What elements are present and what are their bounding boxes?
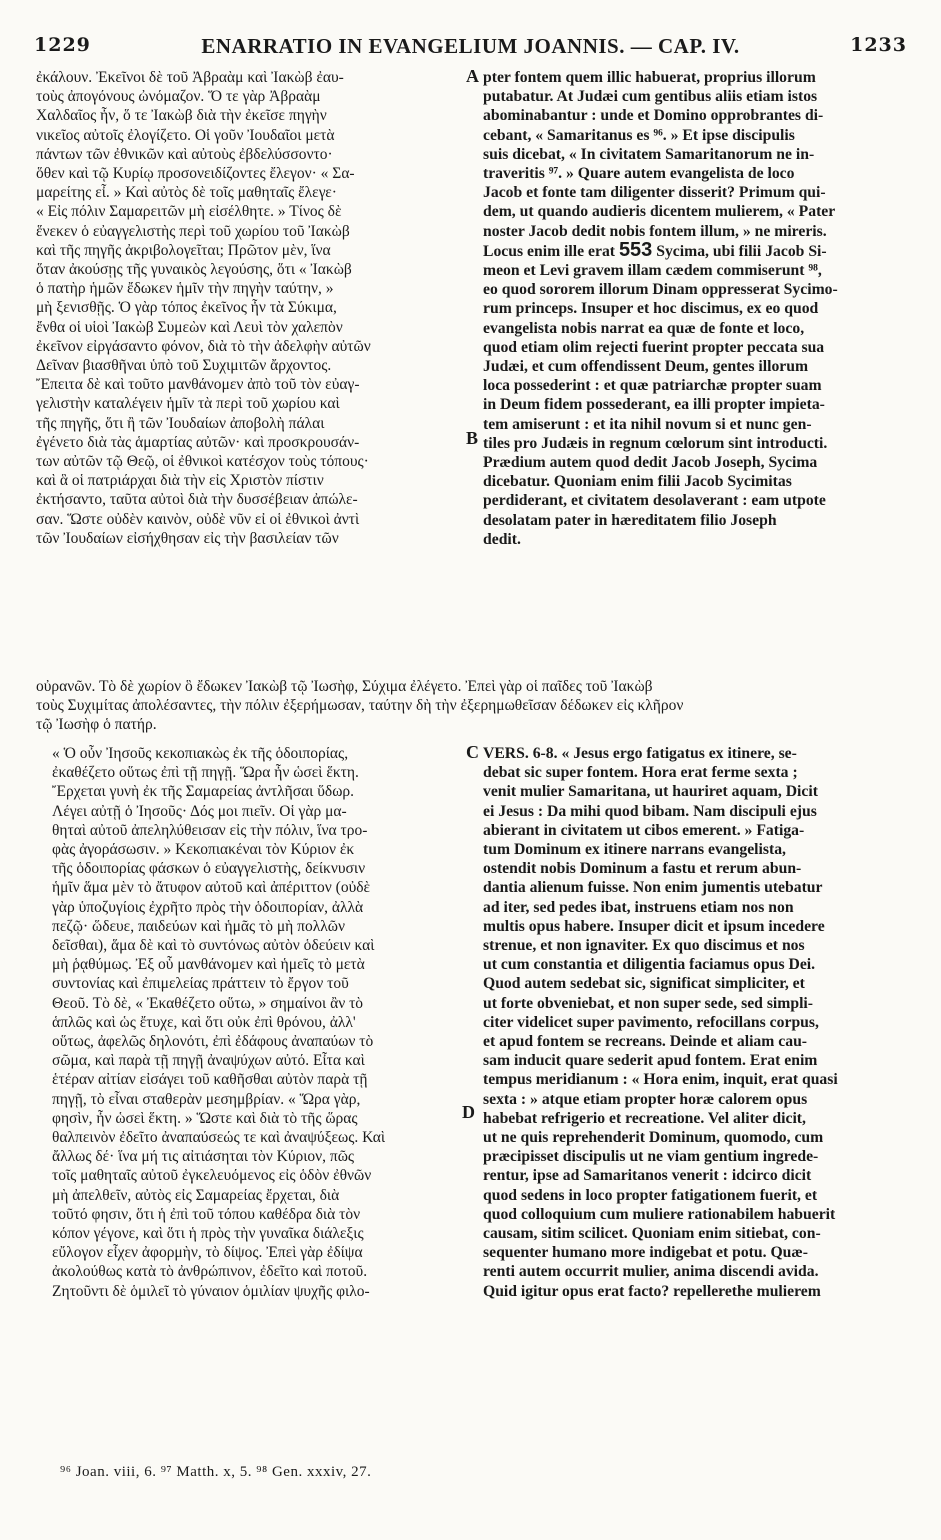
text-line: ut ne quis reprehenderit Dominum, quomodo, cum	[483, 1129, 824, 1147]
text-line: μαρείτης εἶ. » Καὶ αὐτὸς δὲ τοῖς μαθηταῖς ἔλεγε·	[36, 184, 337, 202]
text-line: quod sedens in loco propter fatigationem fuerit, et	[483, 1186, 818, 1204]
text-line: οὐρανῶν. Τὸ δὲ χωρίον ὃ ἔδωκεν Ἰακὼβ τῷ Ἰωσὴφ, Σύχιμα ἐλέγετο. Ἐπεὶ γὰρ οἱ παῖδες τοῦ Ἰακὼβ	[36, 678, 653, 695]
text-line: Ἔπειτα δὲ καὶ τοῦτο μανθάνομεν ἀπὸ τοῦ τὸν εὐαγ-	[36, 376, 360, 394]
text-line: τῆς πηγῆς, ὅτι ἢ τῶν Ἰουδαίων ἀποβολὴ πάλαι	[36, 414, 325, 432]
text-line: ὁ πατὴρ ἡμῶν ἔδωκεν ἡμῖν τὴν πηγὴν ταύτην, »	[36, 280, 334, 298]
text-line: ἀκολούθως κατὰ τὸ ἀνθρώπινον, ἐδεῖτο καὶ ποτοῦ.	[52, 1263, 368, 1281]
text-line: οὕτως, ἀφελῶς δηλονότι, ἐπὶ ἐδάφους ἀναπαύων τὸ	[52, 1033, 374, 1051]
text-line: ad iter, sed pedes ibat, instruens etiam nos non	[483, 898, 794, 916]
text-line: ἐγένετο διὰ τὰς ἁμαρτίας αὐτῶν· καὶ προσκρουσάν-	[36, 433, 360, 451]
text-line: præcipisset discipulis ut ne viam gentium ingrede-	[483, 1148, 819, 1166]
text-line: putabatur. At Judæi cum gentibus aliis etiam istos	[483, 88, 818, 106]
column-marker-c: C	[466, 742, 479, 762]
column-marker-b: B	[466, 428, 479, 448]
text-line: συντονίας καὶ ἐπιμελείας πράττειν τὸ ἔργον τοῦ	[52, 975, 349, 993]
text-line: et apud fontem se recreans. Deinde et aliam cau-	[483, 1033, 808, 1051]
text-line: τοὺς Συχιμίτας ἀπολέσαντες, τὴν πόλιν ἐξερήμωσαν, ταύτην δὴ τὴν ἐξερημωθεῖσαν δέδωκεν εἰς κλῆρον	[36, 697, 684, 715]
text-line: Δεῖναν βιασθῆναι ὑπὸ τοῦ Συχιμιτῶν ἄρχοντος.	[36, 357, 332, 375]
text-line: dem, ut quando audieris dicentem mulierem, « Pater	[483, 203, 836, 221]
text-line: Λέγει αὐτῇ ὁ Ἰησοῦς· Δός μοι πιεῖν. Οἱ γὰρ μα-	[52, 802, 347, 820]
text-line: καὶ ἃ οἱ πατριάρχαι διὰ τὴν εἰς Χριστὸν πίστιν	[36, 472, 324, 490]
text-line: τοῖς μαθηταῖς αὐτοῦ ἐγκελευόμενος εἰς ὁδὸν ἐθνῶν	[52, 1167, 372, 1185]
text-line: ἐκεῖνον εἰργάσαντο φόνον, διὰ τὸ τὴν ἀδελφὴν αὐτῶν	[36, 337, 371, 355]
text-line: tum Dominum ex itinere narrans evangelista,	[483, 841, 786, 859]
lower-latin-column	[483, 744, 907, 1301]
text-line: cebant, « Samaritanus es ⁹⁶. » Et ipse discipulis	[483, 126, 795, 144]
text-line: habebat refrigerio et recreatione. Vel aliter dicit,	[483, 1109, 806, 1127]
text-line: τῷ Ἰωσὴφ ὁ πατήρ.	[36, 716, 157, 734]
text-line: Quod autem sedebat sic, significat simpliciter, et	[483, 975, 805, 993]
text-line: debat sic super fontem. Hora erat ferme sexta ;	[483, 764, 798, 782]
text-line: ὅταν ἀκούσῃς τῆς γυναικὸς λεγούσης, ὅτι « Ἰακὼβ	[36, 261, 352, 279]
inline-page-number: 553	[618, 240, 653, 261]
text-line: abierant in civitatem ut cibos emerent. » Fatiga-	[483, 821, 805, 839]
text-line: multis opus habere. Insuper dicit et ipsum incedere	[483, 917, 825, 935]
text-line: quod colloquium cum muliere rationabilem habuerit	[483, 1205, 836, 1223]
text-line: quod etiam olim rejecti fuerint propter peccata sua	[483, 338, 825, 356]
text-line: citer videlicet super pavimento, refocillans corpus,	[483, 1013, 819, 1031]
text-line: ἐκτήσαντο, ταῦτα αὐτοὶ διὰ τὴν δυσσέβειαν ἀπώλε-	[36, 491, 358, 509]
full-width-greek-block	[36, 677, 906, 735]
text-line: sequenter humano more indigebat et potu. Quæ-	[483, 1244, 808, 1262]
text-line: ὅθεν καὶ τῷ Κυρίῳ προσονειδίζοντες ἔλεγον· « Σα-	[36, 165, 355, 183]
text-line: ἐκάλουν. Ἐκεῖνοι δὲ τοῦ Ἀβραὰμ καὶ Ἰακὼβ ἐαυ-	[36, 69, 344, 86]
text-line: φησὶν, ἦν ὡσεὶ ἕκτη. » Ὥστε καὶ διὰ τὸ τῆς ὥρας	[52, 1109, 358, 1127]
text-line: meon et Levi gravem illam cædem commiserunt ⁹⁸,	[483, 262, 822, 280]
text-line: ostendit nobis Dominum a fastu et rerum abun-	[483, 860, 802, 878]
upper-greek-column	[36, 68, 468, 548]
text-line: in Deum fidem possederant, ea illi propter impieta-	[483, 396, 825, 414]
page-header	[34, 34, 907, 64]
text-line: μὴ ῥᾳθύμως. Ἐξ οὗ μανθάνομεν καὶ ἡμεῖς τὸ μετὰ	[52, 956, 365, 974]
text-line: Judæi, et cum offendissent Deum, gentes illorum	[483, 358, 809, 376]
text-line: εὔλογον εἶχεν ἀφορμὴν, τὸ δίψος. Ἐπεὶ γὰρ ἐδίψα	[52, 1244, 363, 1262]
text-line: Locus enim ille erat 553 Sycima, ubi filii Jacob Si-	[483, 240, 827, 261]
text-line: desolatam pater in hæreditatem filio Joseph	[483, 511, 777, 529]
column-marker-d: D	[462, 1102, 475, 1122]
text-line: Ζητοῦντι δὲ ὁμιλεῖ τὸ γύναιον ὁμιλίαν ψυχῆς φιλο-	[52, 1282, 370, 1300]
text-line: « Εἰς πόλιν Σαμαρειτῶν μὴ εἰσέλθητε. » Τίνος δὲ	[36, 203, 342, 221]
text-line: ut forte obveniebat, et non super sede, sed simpli-	[483, 994, 814, 1012]
upper-latin-column	[483, 68, 907, 549]
text-line: strenue, et non ignaviter. Ex quo discimus et nos	[483, 937, 805, 955]
text-line: πεζῷ· ὥδευε, παιδεύων καὶ ἡμᾶς τὸ μὴ πολλῶν	[52, 917, 345, 935]
text-line: πάντων τῶν ἐθνικῶν καὶ αὐτοὺς ἐβδελύσσοντο·	[36, 145, 333, 163]
text-line: μὴ ξενισθῇς. Ὁ γὰρ τόπος ἐκεῖνος ἦν τὰ Σύκιμα,	[36, 299, 337, 317]
text-line: ei Jesus : Da mihi quod bibam. Nam discipuli ejus	[483, 802, 817, 820]
text-line: δεῖσθαι), ἅμα δὲ καὶ τὸ συντόνως αὐτὸν ὁδεύειν καὶ	[52, 937, 375, 955]
text-line: ἡμῖν ἅμα μὲν τὸ ἄτυφον αὐτοῦ καὶ ἀπέριττον (οὐδὲ	[52, 879, 371, 897]
text-line: ἁπλῶς καὶ ὡς ἔτυχε, καὶ ὅτι οὐκ ἐπὶ θρόνου, ἀλλ'	[52, 1013, 356, 1031]
text-line: pter fontem quem illic habuerat, proprius illorum	[483, 69, 816, 86]
text-line: rum princeps. Insuper et hoc discimus, ex eo quod	[483, 300, 819, 318]
text-line: καὶ τῆς πηγῆς ἀκριβολογεῖται; Πρῶτον μὲν, ἵνα	[36, 241, 331, 259]
text-line: ἄλλως δέ· ἵνα μή τις αἰτιάσηται τὸν Κύριον, πῶς	[52, 1148, 355, 1166]
text-line: ἑτέραν αἰτίαν εἰσάγει τοῦ καθῆσθαι αὐτὸν παρὰ τῇ	[52, 1071, 368, 1089]
page-number-right: 1233	[850, 34, 907, 56]
text-line: suis dicebat, « In civitatem Samaritanorum ne in-	[483, 145, 815, 163]
text-line: tem amiserunt : et ita nihil novum si et nunc gen-	[483, 415, 812, 433]
text-line: venit mulier Samaritana, ut hauriret aquam, Dicit	[483, 783, 818, 801]
text-line: Prædium autem quod dedit Jacob Joseph, Sycima	[483, 454, 818, 472]
text-line: causam, sitim scilicet. Quoniam enim sitiebat, con-	[483, 1225, 821, 1243]
footnotes: ⁹⁶ Joan. viii, 6. ⁹⁷ Matth. x, 5. ⁹⁸ Gen. xxxiv, 27.	[60, 1464, 372, 1480]
text-line: τῶν Ἰουδαίων εἰσήχθησαν εἰς τὴν βασιλείαν τῶν	[36, 529, 339, 547]
text-line: traveritis ⁹⁷. » Quare autem evangelista de loco	[483, 165, 795, 183]
text-line: perdiderant, et civitatem desolaverant : eam utpote	[483, 492, 826, 510]
text-line: dantia alienum fuisse. Non enim jumentis utebatur	[483, 879, 823, 897]
text-line: dicebatur. Quoniam enim filii Jacob Sycimitas	[483, 473, 792, 491]
text-line: Θεοῦ. Τὸ δὲ, « Ἐκαθέζετο οὕτω, » σημαίνοι ἂν τὸ	[52, 994, 364, 1012]
text-line: rentur, ipse ad Samaritanos venerit : idcirco dicit	[483, 1167, 812, 1185]
lower-greek-column	[52, 744, 466, 1301]
text-line: « Ὁ οὖν Ἰησοῦς κεκοπιακὼς ἐκ τῆς ὁδοιπορίας,	[52, 745, 349, 762]
text-line: sam inducit quare sederit apud fontem. Erat enim	[483, 1052, 818, 1070]
text-line: tiles pro Judæis in regnum cœlorum sint introducti.	[483, 434, 828, 452]
text-line: θηταὶ αὐτοῦ ἀπεληλύθεισαν εἰς τὴν πόλιν, ἵνα τρο-	[52, 821, 368, 839]
text-line: ἔνθα οἱ υἱοὶ Ἰακὼβ Συμεὼν καὶ Λευὶ τὸν χαλεπὸν	[36, 318, 343, 336]
text-line: φὰς ἀγοράσωσιν. » Κεκοπιακέναι τὸν Κύριον ἐκ	[52, 841, 355, 859]
text-line: VERS. 6-8. « Jesus ergo fatigatus ex itinere, se-	[483, 745, 797, 762]
text-line: μὴ ἀπελθεῖν, αὐτὸς εἰς Σαμαρείας ἔρχεται, διὰ	[52, 1186, 340, 1204]
text-line: dedit.	[483, 530, 521, 548]
text-line: Quid igitur opus erat facto? repellerethe mulierem	[483, 1282, 821, 1300]
text-line: evangelista nobis narrat ea quæ de fonte et loco,	[483, 319, 805, 337]
text-line: τοὺς ἀπογόνους ὠνόμαζον. Ὅ τε γὰρ Ἀβραὰμ	[36, 88, 321, 106]
text-line: τῆς ὁδοιπορίας φάσκων ὁ εὐαγγελιστὴς, δείκνυσιν	[52, 860, 366, 878]
page-number-left: 1229	[34, 34, 91, 56]
text-line: renti autem occurrit mulier, anima discendi avida.	[483, 1263, 819, 1281]
text-line: των αὐτῶν τῷ Θεῷ, οἱ ἐθνικοὶ κατέσχον τοὺς τόπους·	[36, 453, 369, 471]
text-line: tempus meridianum : « Hora enim, inquit, erat quasi	[483, 1071, 838, 1089]
text-line: γὰρ ὑποζυγίοις ἐχρῆτο πρὸς τὴν ὁδοιπορίαν, ἀλλὰ	[52, 898, 364, 916]
text-line: θαλπεινὸν ἐδεῖτο ἀναπαύσεώς τε καὶ ἀναψύξεως. Καὶ	[52, 1129, 386, 1147]
text-line: noster Jacob dedit nobis fontem illum, » ne mireris.	[483, 222, 827, 240]
text-line: Ἔρχεται γυνὴ ἐκ τῆς Σαμαρείας ἀντλῆσαι ὕδωρ.	[52, 783, 355, 801]
text-line: ut cum constantia et diligentia faciamus opus Dei.	[483, 956, 816, 974]
text-line: σῶμα, καὶ παρὰ τῇ πηγῇ ἀναψύχων αὐτό. Εἶτα καὶ	[52, 1052, 365, 1070]
text-line: πηγῇ, τὸ εἶναι σταθερὰν μεσημβρίαν. « Ὥρα γὰρ,	[52, 1090, 361, 1108]
text-line: νικεῖος αὐτοῖς ἐλογίζετο. Οἱ γοῦν Ἰουδαῖοι μετὰ	[36, 126, 335, 144]
text-line: ἐκαθέζετο οὕτως ἐπὶ τῇ πηγῇ. Ὥρα ἦν ὡσεὶ ἕκτη.	[52, 764, 359, 782]
text-line: loca possederint : et quæ patriarchæ propter suam	[483, 377, 822, 395]
text-line: γελιστὴν καταλέγειν ἡμῖν τὰ περὶ τοῦ χωρίου καὶ	[36, 395, 340, 413]
column-marker-a: A	[466, 66, 479, 86]
text-line: abominabantur : unde et Domino opprobrantes di-	[483, 107, 824, 125]
text-line: Jacob et fonte tam diligenter disserit? Primum qui-	[483, 184, 826, 202]
text-line: τοῦτό φησιν, ὅτι ἡ ἐπὶ τοῦ τόπου καθέδρα διὰ τὸν	[52, 1205, 361, 1223]
text-line: ἕνεκεν ὁ εὐαγγελιστὴς περὶ τοῦ χωρίου τοῦ Ἰακὼβ	[36, 222, 350, 240]
running-title: ENARRATIO IN EVANGELIUM JOANNIS. — CAP. IV.	[201, 34, 740, 58]
text-line: sexta : » atque etiam propter horæ calorem opus	[483, 1090, 808, 1108]
text-line: eo quod sororem illorum Dinam oppresserat Sycimo-	[483, 281, 838, 299]
text-line: Χαλδαῖος ἦν, ὅ τε Ἰακὼβ διὰ τὴν ἐκεῖσε πηγὴν	[36, 107, 327, 125]
text-line: σαν. Ὥστε οὐδὲν καινὸν, οὐδὲ νῦν εἰ οἱ ἐθνικοὶ ἀντὶ	[36, 510, 360, 528]
text-line: κόπον γέγονε, καὶ ὅτι ἡ πρὸς τὴν γυναῖκα διάλεξις	[52, 1225, 364, 1243]
